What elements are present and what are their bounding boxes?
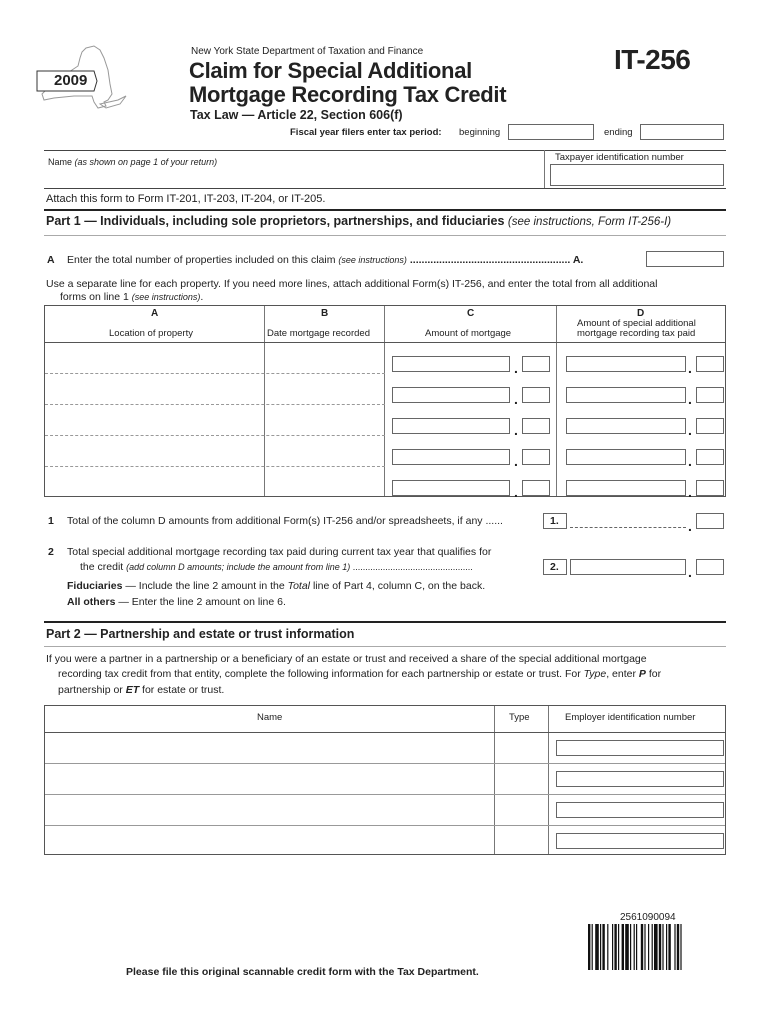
line1-number: 1 xyxy=(48,515,54,527)
form-title-line2: Mortgage Recording Tax Credit xyxy=(189,82,507,107)
col-b-label: Date mortgage recorded xyxy=(267,328,370,339)
decimal-point-c: . xyxy=(514,422,518,438)
mortgage-amount-cents[interactable] xyxy=(522,418,550,434)
barcode-bar xyxy=(592,924,593,970)
form-title-line1: Claim for Special Additional xyxy=(189,58,472,83)
part2-intro-2b: , enter xyxy=(606,668,639,680)
barcode-bar xyxy=(618,924,619,970)
partnership-row-rule-1 xyxy=(45,763,725,764)
part2-intro-3b: for estate or trust. xyxy=(139,684,225,696)
row-rule-3 xyxy=(45,435,385,436)
tax-year: 2009 xyxy=(54,72,88,89)
location-cell[interactable] xyxy=(45,342,263,372)
line1-cents-field[interactable] xyxy=(696,513,724,529)
barcode-bar xyxy=(680,924,681,970)
tax-paid-dollars[interactable] xyxy=(566,480,686,496)
part2-top-rule xyxy=(44,621,726,623)
part1-title-text: Part 1 — Individuals, including sole proprietors, partnerships, and fiduciaries xyxy=(46,214,505,228)
barcode-bar xyxy=(648,924,649,970)
department-name: New York State Department of Taxation and Finance xyxy=(191,46,424,57)
decimal-point-d: . xyxy=(688,391,692,407)
tax-paid-cents[interactable] xyxy=(696,449,724,465)
line2-note: (add column D amounts; include the amount from line 1) xyxy=(126,562,351,572)
part1-title-underline xyxy=(44,235,726,236)
mortgage-amount-dollars[interactable] xyxy=(392,418,510,434)
line1-dollars-field[interactable] xyxy=(570,512,686,528)
form-number: IT-256 xyxy=(614,44,691,75)
ending-label: ending xyxy=(604,127,633,138)
col-a-label: Location of property xyxy=(109,328,193,339)
row-rule-2 xyxy=(45,404,385,405)
barcode-bar xyxy=(654,924,658,970)
line2-code: 2. xyxy=(550,561,559,573)
barcode-bar xyxy=(612,924,613,970)
partnership-row-rule-3 xyxy=(45,825,725,826)
line1-text: Total of the column D amounts from additional Form(s) IT-256 and/or spreadsheets, if any ...... xyxy=(67,515,503,527)
part1-top-rule xyxy=(44,209,726,211)
barcode-bar xyxy=(625,924,629,970)
line1-decimal: . xyxy=(688,518,692,534)
line2-text: Total special additional mortgage recording tax paid during current tax year that qualifies for xyxy=(67,546,492,558)
name-label xyxy=(48,157,217,167)
line2-dollars-field[interactable] xyxy=(570,559,686,575)
tax-paid-dollars[interactable] xyxy=(566,356,686,372)
separate-line-end: . xyxy=(200,291,204,303)
barcode-bar xyxy=(677,924,679,970)
fiduciaries-label: Fiduciaries xyxy=(67,580,123,592)
barcode-bar xyxy=(662,924,663,970)
col-ein-label: Employer identification number xyxy=(565,712,696,723)
line1-code: 1. xyxy=(550,515,559,527)
decimal-point-c: . xyxy=(514,484,518,500)
row-rule-4 xyxy=(45,466,385,467)
lineA-note: (see instructions) xyxy=(338,255,407,265)
part2-intro-2 xyxy=(58,668,661,680)
row-rule-1 xyxy=(45,373,385,374)
tin-label: Taxpayer identification number xyxy=(555,152,684,163)
col-divider-cd xyxy=(556,306,557,496)
barcode-bar xyxy=(674,924,675,970)
lineA-prefix: A xyxy=(47,254,55,266)
tax-paid-cents[interactable] xyxy=(696,356,724,372)
line2-cents-field[interactable] xyxy=(696,559,724,575)
barcode-bar xyxy=(614,924,616,970)
mortgage-amount-dollars[interactable] xyxy=(392,356,510,372)
part1-title xyxy=(46,214,671,228)
barcode-bar xyxy=(595,924,599,970)
lineA-main: Enter the total number of properties included on this claim xyxy=(67,254,336,266)
barcode-bar xyxy=(644,924,645,970)
tax-paid-cents[interactable] xyxy=(696,480,724,496)
decimal-point-c: . xyxy=(514,391,518,407)
name-right-divider xyxy=(544,150,545,188)
line2-number: 2 xyxy=(48,546,54,558)
partnership-header-rule xyxy=(45,732,725,733)
barcode-bar xyxy=(636,924,637,970)
part2-intro-3a: partnership or xyxy=(58,684,126,696)
tax-paid-dollars[interactable] xyxy=(566,387,686,403)
col-type-label: Type xyxy=(509,712,530,723)
tin-field[interactable] xyxy=(550,164,724,186)
lineA-text xyxy=(67,254,583,266)
fiduciaries-total: Total xyxy=(287,580,311,592)
col-c-letter: C xyxy=(467,308,475,319)
barcode-bar xyxy=(622,924,624,970)
barcode-bar xyxy=(600,924,601,970)
fiduciaries-text-a: — Include the line 2 amount in the xyxy=(122,580,288,592)
all-others-instruction xyxy=(67,596,286,608)
separate-line-note: (see instructions) xyxy=(131,292,201,302)
ending-date-field[interactable] xyxy=(640,124,724,140)
col-d-letter: D xyxy=(637,308,645,319)
col-d-label-2: mortgage recording tax paid xyxy=(577,328,696,339)
name-field[interactable] xyxy=(48,168,540,186)
col-c-label: Amount of mortgage xyxy=(425,328,512,339)
separate-line-instruction-1: Use a separate line for each property. If you need more lines, attach additional Form(s) IT-256, and enter the total from all additional xyxy=(46,278,658,290)
part2-intro-ET: ET xyxy=(125,684,140,696)
mortgage-amount-cents[interactable] xyxy=(522,480,550,496)
col-divider-name-type xyxy=(494,706,495,854)
part2-title-underline xyxy=(44,646,726,647)
col-name-label: Name xyxy=(257,712,283,723)
name-label-note: (as shown on page 1 of your return) xyxy=(74,157,218,167)
col-a-letter: A xyxy=(151,308,159,319)
line2-text-2 xyxy=(80,561,473,573)
all-others-label: All others xyxy=(67,596,116,608)
decimal-point-d: . xyxy=(688,484,692,500)
barcode-bar xyxy=(668,924,670,970)
lineA-leader: ....................................................... A. xyxy=(406,254,584,266)
name-bottom-rule xyxy=(44,188,726,189)
decimal-point-c: . xyxy=(514,360,518,376)
col-divider-type-ein xyxy=(548,706,549,854)
decimal-point-d: . xyxy=(688,453,692,469)
lineA-count-field[interactable] xyxy=(646,251,724,267)
ein-field[interactable] xyxy=(556,740,724,756)
mortgage-amount-cents[interactable] xyxy=(522,356,550,372)
line2-credit: the credit xyxy=(80,561,124,573)
part2-title: Part 2 — Partnership and estate or trust information xyxy=(46,627,355,641)
date-recorded-cell[interactable] xyxy=(265,342,383,372)
all-others-text: — Enter the line 2 amount on line 6. xyxy=(115,596,286,608)
mortgage-amount-dollars[interactable] xyxy=(392,480,510,496)
decimal-point-c: . xyxy=(514,453,518,469)
beginning-date-field[interactable] xyxy=(508,124,594,140)
barcode-bar xyxy=(634,924,635,970)
separate-line-instruction-2 xyxy=(60,291,203,303)
beginning-label: beginning xyxy=(459,127,501,138)
line1-code-box xyxy=(543,513,567,529)
part2-intro-2a: recording tax credit from that entity, complete the following information for each partnership or estate or trust. For xyxy=(58,668,584,680)
barcode-bar xyxy=(666,924,667,970)
barcode-bar xyxy=(630,924,631,970)
decimal-point-d: . xyxy=(688,360,692,376)
barcode-bar xyxy=(602,924,604,970)
mortgage-amount-cents[interactable] xyxy=(522,449,550,465)
ein-field[interactable] xyxy=(556,833,724,849)
barcode-bar xyxy=(652,924,653,970)
year-badge xyxy=(36,70,98,92)
part2-intro-P: P xyxy=(638,668,646,680)
barcode-icon xyxy=(588,924,720,970)
part2-intro-type: Type xyxy=(583,668,607,680)
attach-instruction: Attach this form to Form IT-201, IT-203, IT-204, or IT-205. xyxy=(46,193,326,205)
part1-title-note: (see instructions, Form IT-256-I) xyxy=(507,216,672,228)
name-label-text: Name xyxy=(48,157,73,167)
ein-field[interactable] xyxy=(556,771,724,787)
part2-intro-3 xyxy=(58,684,224,696)
part2-intro-2c: for xyxy=(645,668,662,680)
col-d-label-1: Amount of special additional xyxy=(577,318,696,329)
col-divider-bc xyxy=(384,306,385,496)
form-subtitle: Tax Law — Article 22, Section 606(f) xyxy=(190,108,403,122)
barcode-number: 2561090094 xyxy=(620,912,676,923)
barcode-bar xyxy=(659,924,661,970)
col-b-letter: B xyxy=(321,308,329,319)
filing-notice: Please file this original scannable credit form with the Tax Department. xyxy=(126,966,479,978)
fiscal-year-label: Fiscal year filers enter tax period: xyxy=(290,127,442,138)
mortgage-amount-dollars[interactable] xyxy=(392,449,510,465)
ein-field[interactable] xyxy=(556,802,724,818)
col-divider-ab xyxy=(264,306,265,496)
tax-paid-cents[interactable] xyxy=(696,387,724,403)
partnership-row-rule-2 xyxy=(45,794,725,795)
barcode-bar xyxy=(641,924,643,970)
name-top-rule xyxy=(44,150,726,151)
separate-line-2-text: forms on line 1 xyxy=(60,291,129,303)
tax-paid-dollars[interactable] xyxy=(566,418,686,434)
part2-intro-1: If you were a partner in a partnership or a beneficiary of an estate or trust and received a share of the special additional mortgage xyxy=(46,653,647,665)
barcode-bar xyxy=(607,924,608,970)
barcode-bar xyxy=(588,924,590,970)
decimal-point-d: . xyxy=(688,422,692,438)
line2-code-box xyxy=(543,559,567,575)
fiduciaries-text-b: line of Part 4, column C, on the back. xyxy=(310,580,486,592)
line2-decimal: . xyxy=(688,564,692,580)
line2-leader: ................................................ xyxy=(350,562,473,572)
mortgage-amount-dollars[interactable] xyxy=(392,387,510,403)
fiduciaries-instruction xyxy=(67,580,485,592)
tax-paid-cents[interactable] xyxy=(696,418,724,434)
mortgage-amount-cents[interactable] xyxy=(522,387,550,403)
tax-paid-dollars[interactable] xyxy=(566,449,686,465)
